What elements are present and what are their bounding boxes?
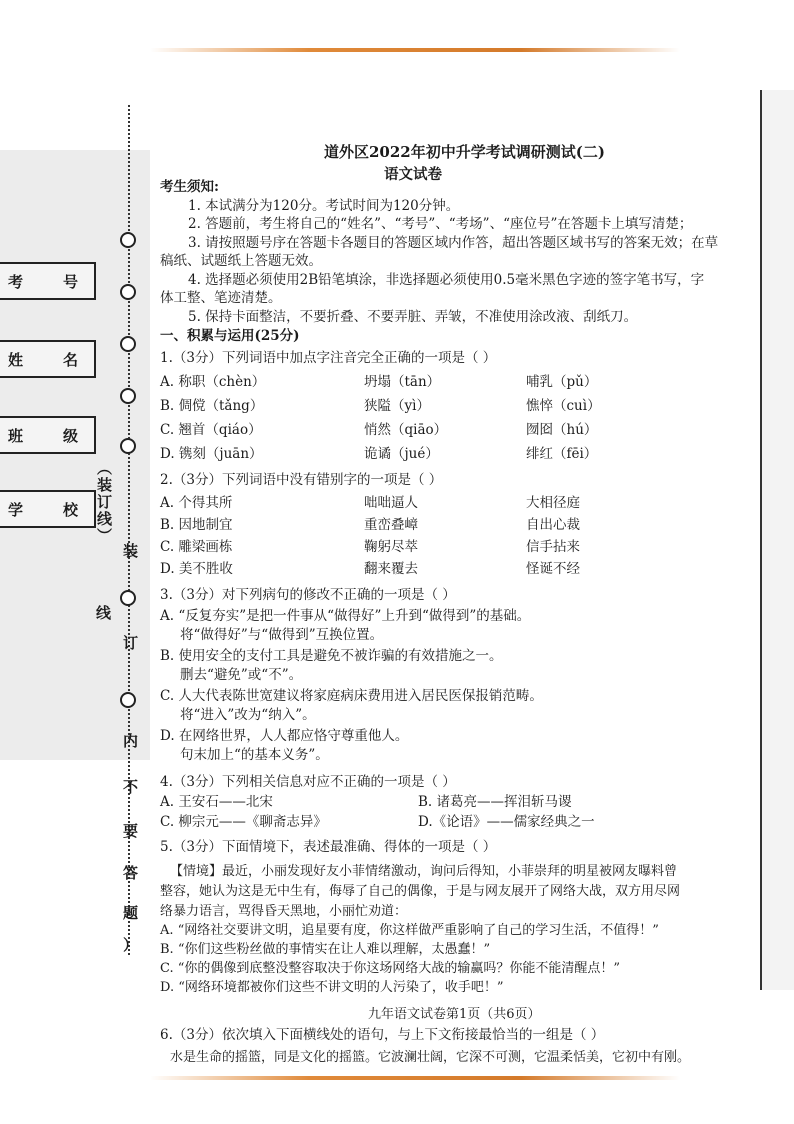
q5-option-b: B. “你们这些粉丝做的事情实在让人难以理解，太愚蠢！”	[160, 942, 491, 957]
q4-option-d: D.《论语》——儒家经典之一	[418, 814, 595, 830]
q6-text: 水是生命的摇篮，同是文化的摇篮。它波澜壮阔，它深不可测，它温柔恬美，它初中有刚。	[170, 1050, 691, 1065]
q5-context-1: 【情境】最近，小丽发现好友小菲情绪激动，询问后得知，小菲崇拜的明星被网友曝料曾	[170, 864, 678, 879]
binding-char-8: 题	[123, 904, 139, 922]
q1-option-c2: 悄然（qiāo）	[364, 422, 448, 438]
section-heading: 一、积累与运用(25分)	[160, 328, 300, 344]
q6-stem: 6.（3分）依次填入下面横线处的语句，与上下文衔接最恰当的一组是（ ）	[160, 1027, 605, 1043]
binding-hole-4	[120, 388, 136, 404]
q3-line-3: B. 使用安全的支付工具是避免不被诈骗的有效措施之一。	[160, 648, 503, 664]
q1-option-d: D. 镌刻（juān）	[160, 446, 263, 462]
q2-option-c3: 信手拈来	[526, 539, 580, 555]
binding-hole-1	[120, 232, 136, 248]
binding-hole-3	[120, 336, 136, 352]
field-label-kao: 考	[8, 272, 24, 291]
q1-option-d2: 诡谲（jué）	[364, 446, 439, 462]
exam-title: 道外区2022年初中升学考试调研测试(二)	[324, 143, 605, 161]
q3-line-7: D. 在网络世界，人人都应恪守尊重他人。	[160, 728, 409, 744]
field-label-ji: 级	[62, 426, 78, 445]
binding-hole-5	[120, 438, 136, 454]
notice-heading: 考生须知:	[160, 179, 219, 195]
q2-option-b: B. 因地制宜	[160, 517, 233, 533]
next-page-strip	[760, 90, 794, 990]
binding-char-7: 答	[123, 864, 139, 882]
notice-item-3: 3. 请按照题号序在答题卡各题目的答题区域内作答，超出答题区域书写的答案无效；在草	[188, 235, 719, 251]
exam-number-box	[0, 262, 96, 300]
notice-item-5: 5. 保持卡面整洁，不要折叠、不要弄脏、弄皱，不准使用涂改液、刮纸刀。	[188, 309, 638, 325]
q1-stem: 1.（3分）下列词语中加点字注音完全正确的一项是（ ）	[160, 350, 497, 366]
q3-line-1: A. “反复夯实”是把一件事从“做得好”上升到“做得到”的基础。	[160, 608, 531, 624]
q3-line-5: C. 人大代表陈世宽建议将家庭病床费用进入居民医保报销范畴。	[160, 688, 543, 704]
binding-vertical-label: （装订线）	[95, 460, 113, 545]
q1-option-b: B. 倜傥（tǎng）	[160, 398, 264, 414]
binding-char-5: 不	[123, 778, 139, 796]
q2-option-a3: 大相径庭	[526, 495, 580, 511]
q5-context-2: 整容，她认为这是无中生有，侮辱了自己的偶像，于是与网友展开了网络大战，双方用尽网	[160, 884, 681, 899]
notice-item-3b: 稿纸、试题纸上答题无效。	[160, 253, 322, 269]
q1-option-c: C. 翘首（qiáo）	[160, 422, 262, 438]
q4-option-a: A. 王安石——北宋	[160, 794, 273, 810]
q5-stem: 5.（3分）下面情境下，表述最准确、得体的一项是（ ）	[160, 839, 497, 855]
q2-option-c2: 鞠躬尽萃	[364, 539, 418, 555]
field-label-xiao: 校	[62, 500, 78, 519]
name-box	[0, 340, 96, 378]
field-label-hao: 号	[62, 272, 78, 291]
q5-option-a: A. “网络社交要讲文明，追星要有度，你这样做严重影响了自己的学习生活，不值得！”	[160, 923, 659, 938]
q4-option-c: C. 柳宗元——《聊斋志异》	[160, 814, 327, 830]
binding-char-1: 装	[123, 542, 139, 560]
q3-line-4: 删去“避免”或“不”。	[180, 667, 303, 683]
q4-stem: 4.（3分）下列相关信息对应不正确的一项是（ ）	[160, 774, 456, 790]
binding-hole-7	[120, 692, 136, 708]
q2-option-c: C. 雕梁画栋	[160, 539, 233, 555]
notice-item-4b: 体工整、笔迹清楚。	[160, 290, 282, 306]
q1-option-a3: 哺乳（pǔ）	[526, 374, 598, 390]
q3-line-6: 将“进入”改为“纳入”。	[180, 707, 316, 723]
bottom-edge-stripe	[150, 1076, 680, 1080]
q1-option-b3: 憔悴（cuì）	[526, 398, 601, 414]
q1-option-d3: 绯红（fēi）	[526, 446, 598, 462]
q5-option-c: C. “你的偶像到底整没整容取决于你这场网络大战的输赢吗？你能不能清醒点！”	[160, 961, 621, 976]
field-label-xing: 姓	[8, 350, 24, 369]
q2-option-d3: 怪诞不经	[526, 561, 580, 577]
q2-option-d: D. 美不胜收	[160, 561, 233, 577]
binding-hole-6	[120, 590, 136, 606]
q4-option-b: B. 诸葛亮——挥泪斩马谡	[418, 794, 572, 810]
class-box	[0, 416, 96, 454]
q2-option-a: A. 个得其所	[160, 495, 233, 511]
notice-item-4: 4. 选择题必须使用2B铅笔填涂，非选择题必须使用0.5毫米黑色字迹的签字笔书写，字	[188, 272, 705, 288]
q2-option-b3: 自出心裁	[526, 517, 580, 533]
binding-char-9: ）	[123, 936, 139, 954]
q1-option-a2: 坍塌（tān）	[364, 374, 441, 390]
q5-option-d: D. “网络环境都被你们这些不讲文明的人污染了，收手吧！”	[160, 980, 504, 995]
binding-char-3: 线	[96, 604, 112, 622]
q2-stem: 2.（3分）下列词语中没有错别字的一项是（ ）	[160, 472, 443, 488]
binding-char-2: 订	[123, 634, 139, 652]
binding-hole-2	[120, 284, 136, 300]
notice-item-1: 1. 本试满分为120分。考试时间为120分钟。	[188, 198, 460, 214]
q5-context-3: 络暴力语言，骂得昏天黑地，小丽忙劝道：	[160, 904, 408, 919]
q3-line-8: 句末加上“的基本义务”。	[180, 747, 329, 763]
field-label-xue: 学	[8, 500, 24, 519]
binding-char-4: 内	[123, 732, 139, 750]
q1-option-c3: 囫囵（hú）	[526, 422, 598, 438]
binding-char-6: 要	[123, 822, 139, 840]
q3-line-2: 将“做得好”与“做得到”互换位置。	[180, 627, 384, 643]
field-label-ban: 班	[8, 426, 24, 445]
q2-option-d2: 翻来覆去	[364, 561, 418, 577]
page-footer: 九年语文试卷第1页（共6页）	[368, 1007, 541, 1022]
q1-option-a: A. 称职（chèn）	[160, 374, 266, 390]
q2-option-b2: 重峦叠嶂	[364, 517, 418, 533]
top-edge-stripe	[150, 48, 680, 52]
exam-subtitle: 语文试卷	[384, 166, 442, 183]
notice-item-2: 2. 答题前，考生将自己的“姓名”、“考号”、“考场”、“座位号”在答题卡上填写清楚；	[188, 216, 693, 232]
school-box	[0, 490, 96, 528]
q3-stem: 3.（3分）对下列病句的修改不正确的一项是（ ）	[160, 587, 456, 603]
field-label-ming: 名	[62, 350, 78, 369]
q2-option-a2: 咄咄逼人	[364, 495, 418, 511]
q1-option-b2: 狭隘（yì）	[364, 398, 430, 414]
